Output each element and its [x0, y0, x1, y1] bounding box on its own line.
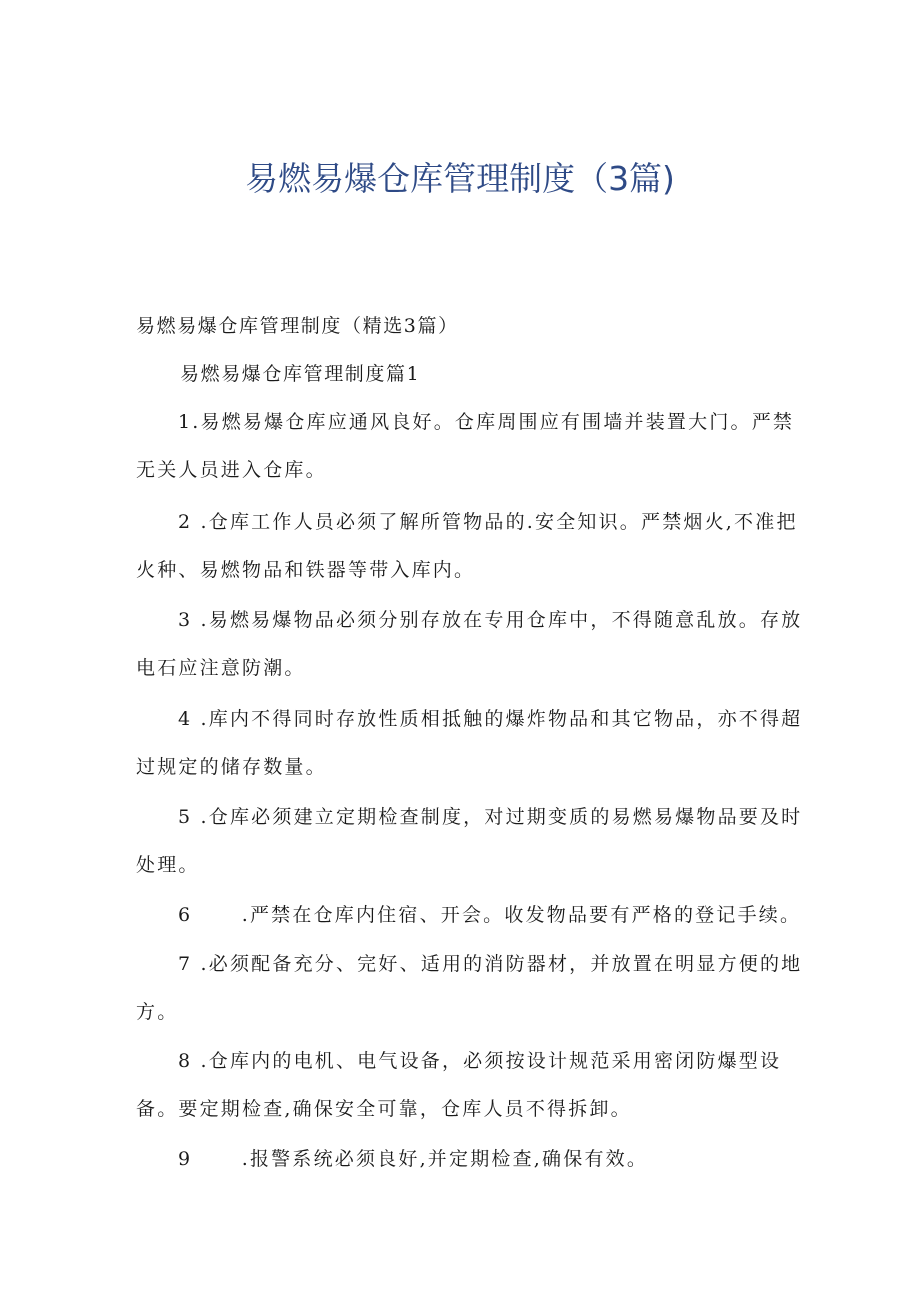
item-4-line-1: 4 .库内不得同时存放性质相抵触的爆炸物品和其它物品，亦不得超 [178, 708, 803, 730]
section-heading: 易燃易爆仓库管理制度篇1 [180, 363, 421, 385]
item-8-line-1: 8 .仓库内的电机、电气设备，必须按设计规范采用密闭防爆型设 [178, 1050, 782, 1072]
item-9-line-1: 9 .报警系统必须良好,并定期检查,确保有效。 [178, 1148, 649, 1170]
item-2-line-2: 火种、易燃物品和铁器等带入库内。 [136, 559, 476, 581]
item-8-line-2: 备。要定期检查,确保安全可靠，仓库人员不得拆卸。 [136, 1098, 632, 1120]
item-7-line-1: 7 .必须配备充分、完好、适用的消防器材，并放置在明显方便的地 [178, 953, 803, 975]
item-1-line-1: 1.易燃易爆仓库应通风良好。仓库周围应有围墙并装置大门。严禁 [178, 411, 795, 433]
item-1-line-2: 无关人员进入仓库。 [136, 459, 327, 481]
item-3-line-2: 电石应注意防潮。 [136, 657, 306, 679]
item-4-line-2: 过规定的储存数量。 [136, 756, 327, 778]
item-5-line-1: 5 .仓库必须建立定期检查制度，对过期变质的易燃易爆物品要及时 [178, 806, 803, 828]
item-7-line-2: 方。 [136, 1001, 179, 1023]
item-2-line-1: 2 .仓库工作人员必须了解所管物品的.安全知识。严禁烟火,不准把 [178, 511, 798, 533]
item-6-line-1: 6 .严禁在仓库内住宿、开会。收发物品要有严格的登记手续。 [178, 904, 802, 926]
item-5-line-2: 处理。 [136, 854, 200, 876]
document-title: 易燃易爆仓库管理制度（3篇) [245, 159, 675, 198]
item-3-line-1: 3 .易燃易爆物品必须分别存放在专用仓库中，不得随意乱放。存放 [178, 609, 803, 631]
intro-line: 易燃易爆仓库管理制度（精选3篇） [136, 315, 459, 337]
